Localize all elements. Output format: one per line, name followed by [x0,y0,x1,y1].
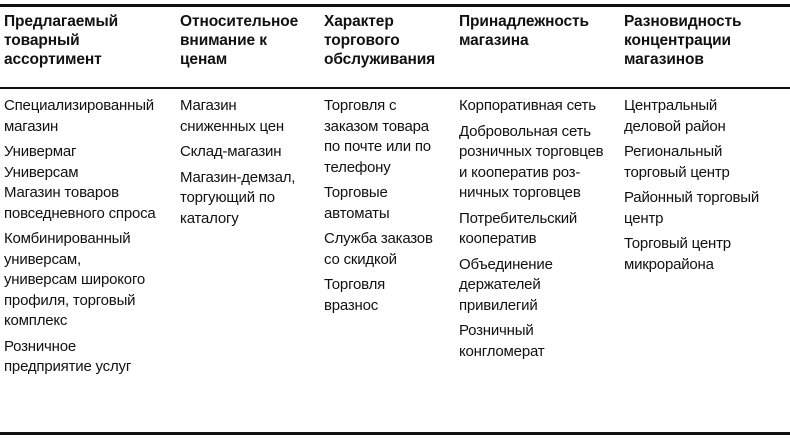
header-price-attention [180,12,324,69]
cell-retail-conglomerate: Розничный конгломерат [459,322,545,360]
table-bottom-rule [0,432,790,435]
header-price-attention-label: Относительное внимание к ценам [180,13,299,68]
cell-discount-store: Магазин сниженных цен [180,97,285,135]
cell-corporate-chain: Корпоративная сеть [459,97,596,114]
cell-neighborhood-shopping-center: Торговый центр микрорайона [624,235,731,273]
cell-discount-order-service: Служба заказов со скидкой [324,230,433,268]
cell-community-shopping-center: Районный торговый центр [624,189,760,227]
column-price-attention [180,96,324,234]
cell-franchise-organization: Объединение держателей привилегий [459,255,553,314]
cell-department-store: Универмаг [4,143,77,160]
cell-vending-machines: Торговые автоматы [324,184,390,222]
cell-door-to-door: Торговля вразнос [324,276,386,314]
header-service-type-label: Характер торгового обслуживания [324,13,436,68]
cell-mail-phone-order: Торговля с заказом товара по почте или по телефону [324,97,431,176]
table-header-rule [0,87,790,89]
column-store-ownership [459,96,621,367]
cell-convenience-store: Магазин товаров повседневного спроса [4,184,156,222]
header-store-concentration-label: Разновидность концентрации магазинов [624,13,742,68]
cell-regional-shopping-center: Региональный торговый центр [624,143,730,181]
cell-voluntary-chain: Добровольная сеть розничных торговцев и кооператив роз- ничных торговцев [459,122,604,201]
cell-consumer-cooperative: Потребительский кооператив [459,209,578,247]
column-store-concentration [624,96,790,280]
cell-warehouse-store: Склад-магазин [180,143,282,160]
cell-combination-store: Комбинированный универсам, универсам широкого профиля, торговый комплекс [4,230,146,329]
header-store-ownership-label: Принадлежность магазина [459,13,589,49]
cell-central-business-district: Центральный деловой район [624,97,726,135]
cell-catalog-showroom: Магазин-демзал, торгующий по каталогу [180,168,296,227]
header-assortment-label: Предлагаемый товарный ассортимент [4,13,119,68]
column-service-type [324,96,458,321]
cell-service-retailer: Розничное предприятие услуг [4,337,132,375]
cell-supermarket: Универсам [4,163,79,181]
table-top-rule [0,4,790,7]
header-service-type [324,12,458,69]
header-store-ownership [459,12,621,50]
header-store-concentration [624,12,790,69]
column-assortment [4,96,176,383]
cell-specialized-store: Специализированный магазин [4,97,154,135]
header-assortment [4,12,176,69]
